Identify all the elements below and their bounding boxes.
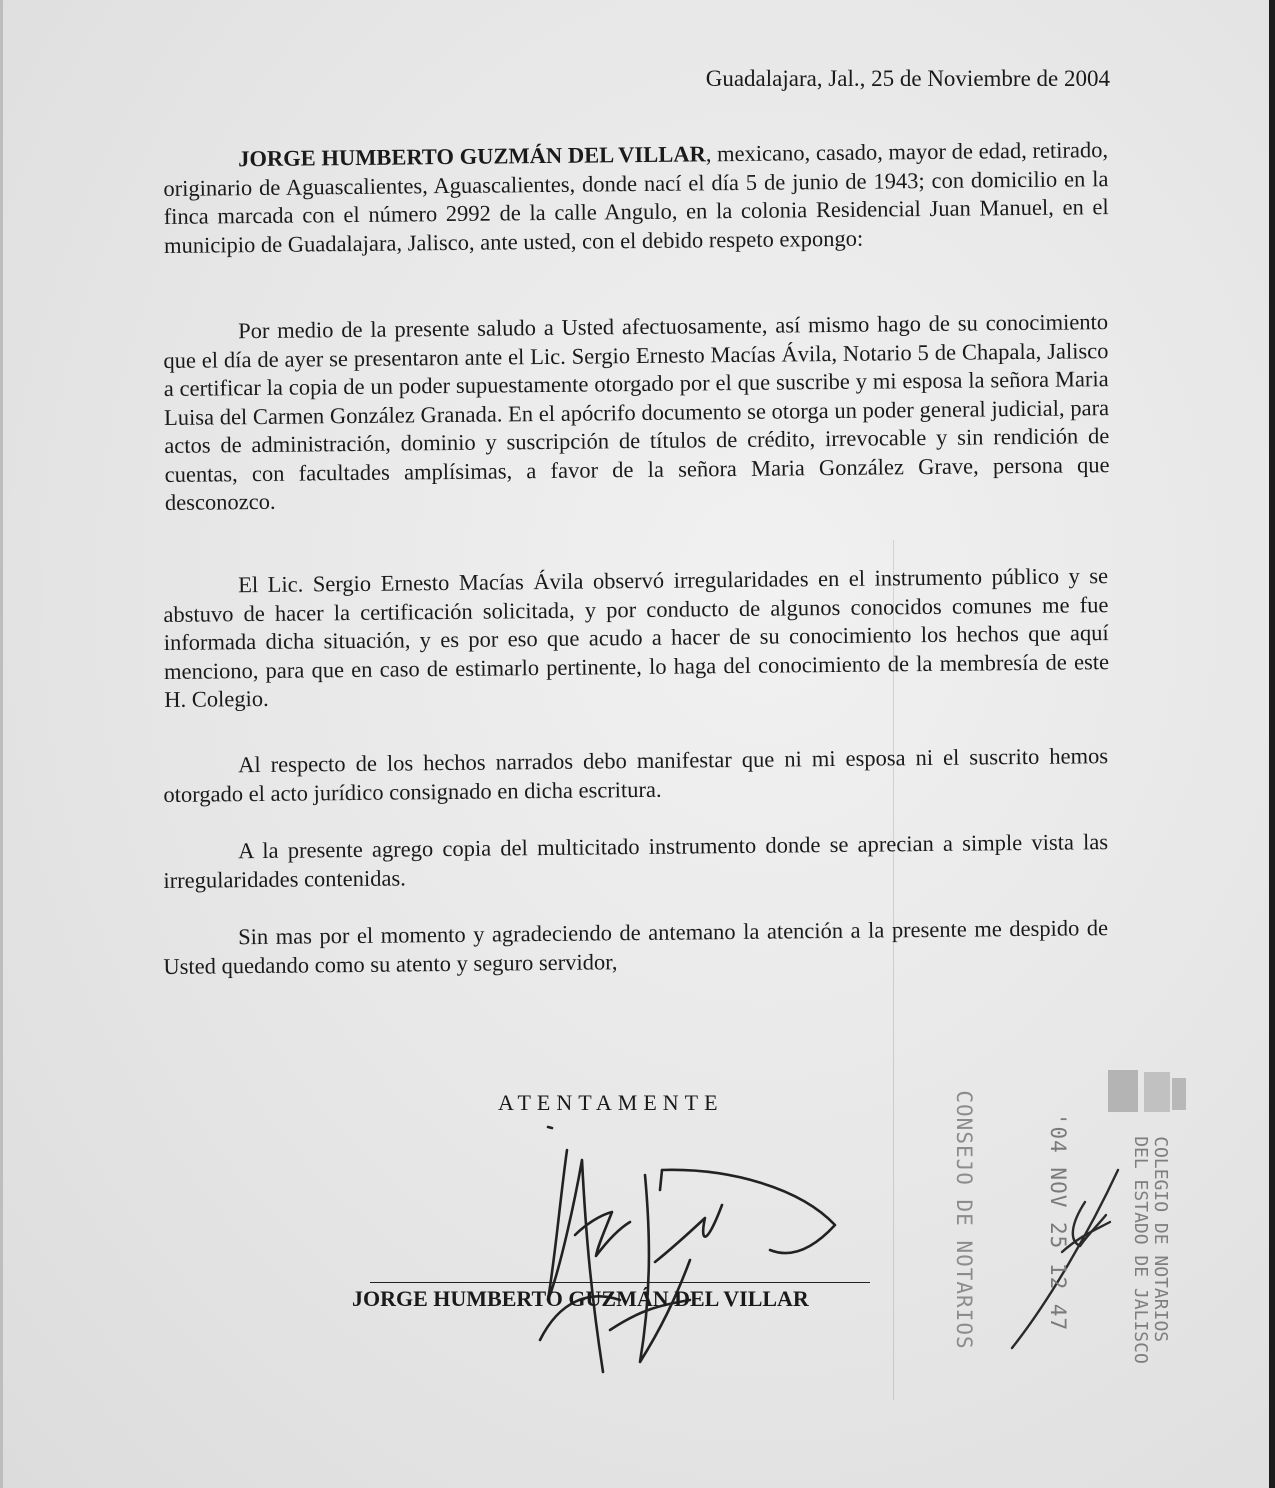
paragraph-4-text: Al respecto de los hechos narrados debo manifestar que ni mi esposa ni el suscrito hemos otorgado el acto jurídico consignado en dicha escritura.: [163, 743, 1109, 807]
date-line: Guadalajara, Jal., 25 de Noviembre de 2004: [705, 66, 1110, 91]
sender-name: JORGE HUMBERTO GUZMÁN DEL VILLAR: [238, 141, 706, 172]
college-seal-logo: [1108, 1070, 1186, 1112]
council-received-stamp: CONSEJO DE NOTARIOS: [952, 1090, 976, 1350]
signature-main: [540, 1127, 835, 1372]
paragraph-6-text: Sin mas por el momento y agradeciendo de antemano la atención a la presente me despido de Usted quedando como su atento y seguro servidor,: [163, 915, 1109, 979]
closing-salutation: ATENTAMENTE: [498, 1090, 724, 1115]
signature-line: [370, 1282, 870, 1283]
received-date-stamp: '04 NOV 25 12 47: [1046, 1112, 1070, 1332]
college-stamp-line-2: DEL ESTADO DE JALISCO: [1130, 1136, 1151, 1364]
signer-name: JORGE HUMBERTO GUZMÁN DEL VILLAR: [352, 1286, 809, 1311]
intro-text: , mexicano, casado, mayor de edad, retirado, originario de Aguascalientes, Aguascalientes, donde nací el día 5 de junio de 1943; con domicilio en la finca marcada con el número 2992 de la calle Angulo, en la colonia Residencial Juan Manuel, en el municipio de Guadalajara, Jalisco, ante usted, con el debido respeto expongo:: [163, 137, 1109, 258]
paragraph-2-text: Por medio de la presente saludo a Usted afectuosamente, así mismo hago de su conocimiento que el día de ayer se presentaron ante el Lic. Sergio Ernesto Macías Ávila, Notario 5 de Chapala, Jalisco a certificar la copia de un poder supuestamente otorgado por el que suscribe y mi esposa la señora Maria Luisa del Carmen González Granada. En el apócrifo documento se otorga un poder general judicial, para actos de administración, dominio y suscripción de títulos de crédito, irrevocable y sin rendición de cuentas, con facultades amplísimas, a favor de la señora Maria González Grave, persona que desconozco.: [163, 309, 1110, 515]
paragraph-5-text: A la presente agrego copia del multicitado instrumento donde se aprecian a simple vista las irregularidades contenidas.: [163, 829, 1109, 893]
paragraph-3-text: El Lic. Sergio Ernesto Macías Ávila observó irregularidades en el instrumento público y se abstuvo de hacer la certificación solicitada, y por conducto de algunos conocidos comunes me fue informada dicha situación, y es por eso que acudo a hacer de su conocimiento los hechos que aquí menciono, para que en caso de estimarlo pertinente, lo haga del conocimiento de la membresía de este H. Colegio.: [163, 563, 1110, 712]
college-stamp-line-1: COLEGIO DE NOTARIOS: [1150, 1136, 1171, 1343]
college-stamp: [1130, 1136, 1170, 1364]
